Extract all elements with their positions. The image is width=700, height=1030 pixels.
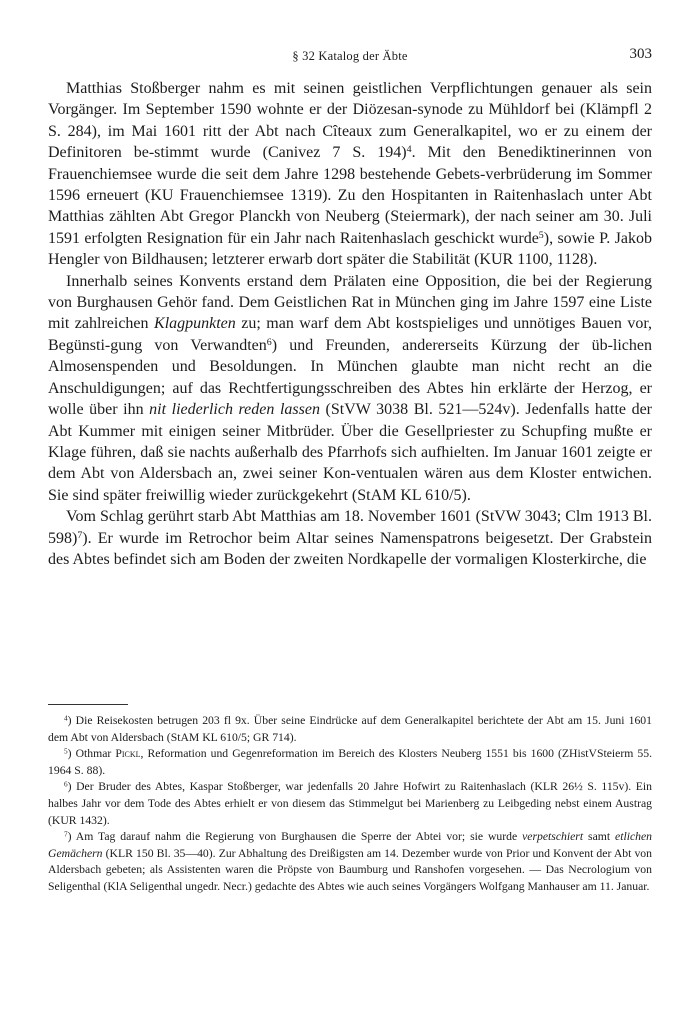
running-head: § 32 Katalog der Äbte (292, 49, 408, 63)
footnote-ref-6: 6 (266, 336, 272, 348)
footnote-7 (48, 829, 652, 895)
footnote-5 (48, 746, 652, 779)
footnote-6 (48, 779, 652, 829)
paragraph-3 (48, 506, 652, 570)
text-run: Matthias Stoßberger nahm es mit seinen geistlichen Verpflichtungen genauer als sein Vorgänger. Im September 1590 wohnte er der Diözesan-synode zu Mühldorf bei (Klämpfl 2 S. 284), im Mai 1601 ritt der Abt nach Cîteaux zum Generalkapitel, wo er zu einem der Definitoren be-stimmt wurde (Canivez 7 S. 194) (48, 80, 652, 162)
footnote-mark: 6 (64, 780, 68, 789)
footnote-text: ) Am Tag darauf nahm die Regierung von Burghausen die Sperre der Abtei vor; sie wurde (67, 830, 523, 844)
footnote-mark: 7 (64, 830, 68, 839)
text-run: Innerhalb seines Konvents erstand dem Prälaten eine Opposition, die bei der Regierung von Burghausen Gehör fand. Dem Geistlichen Rat in München ging im Jahre 1597 eine Liste mit zahlreichen (48, 272, 652, 333)
paragraph-2 (48, 271, 652, 506)
footnote-text: ) Der Bruder des Abtes, Kaspar Stoßberger, war jedenfalls 20 Jahre Hofwirt zu Raitenhaslach (KLR 26½ S. 115v). Ein halbes Jahr vor dem Tode des Abtes erhielt er von diesem das Stimmelgut bei Marienberg zu Leibgeding nebst einem Austrag (KUR 1432). (48, 780, 652, 827)
footnote-text: samt (583, 830, 616, 844)
footnotes (48, 713, 652, 896)
footnote-text: , Reformation und Gegenreformation im Bereich des Klosters Neuberg 1551 bis 1600 (ZHistVSteierm 55. 1964 S. 88). (48, 747, 653, 777)
footnote-divider (48, 704, 128, 705)
text-run: . Mit den Benediktinerinnen von Frauenchiemsee wurde die seit dem Jahre 1298 bestehende Gebets-verbrüderung im Sommer 1596 erneuert (KU Frauenchiemsee 1319). Zu den Hospitanten in Raitenhaslach unter Abt Matthias zählten Abt Gregor Planckh von Neuberg (Steiermark), der nach seiner am 30. Juli 1591 erfolgten Resignation für ein Jahr nach Raitenhaslach geschickt wurde (48, 144, 653, 247)
text-run: ) und Freunden, andererseits Kürzung der üb-lichen Almosenspenden und Besoldungen. In München glaubte man nicht recht an die Anschuldigungen; auf das Rechtfertigungsschreiben des Abtes hin erklärte der Herzog, er wolle über ihn (48, 336, 653, 419)
footnote-text: ) Die Reisekosten betrugen 203 fl 9x. Über seine Eindrücke auf dem Generalkapitel berichtete der Abt am 15. Juni 1601 dem Abt von Aldersbach (StAM KL 610/5; GR 714). (48, 714, 652, 744)
footnote-ref-7: 7 (77, 529, 83, 541)
footnote-4 (48, 713, 652, 746)
footnote-ref-5: 5 (538, 229, 544, 241)
text-run: ). Er wurde im Retrochor beim Altar seines Namenspatrons beigesetzt. Der Grabstein des Abtes befindet sich am Boden der zweiten Nordkapelle der vormaligen Klosterkirche, die (48, 529, 652, 568)
italic-quote: verpetschiert (522, 830, 584, 844)
footnote-text: (KLR 150 Bl. 35—40). Zur Abhaltung des Dreißigsten am 14. Dezember wurde von Prior und Konvent der Abt von Aldersbach gebeten; als Assistenten waren die Pröpste von Baumburg und Ranshofen vorgesehen. — Das Necrologium von Seligenthal (KlA Seligenthal ungedr. Necr.) gedachte des Abtes wie auch seines Vorgängers Wolfgang Manhauser am 11. Januar. (48, 846, 652, 893)
text-run: ), sowie P. Jakob Hengler von Bildhausen; letzterer erwarb dort später die Stabilität (KUR 1100, 1128). (48, 229, 652, 269)
italic-quote: etlichen Gemächern (48, 830, 653, 860)
italic-quote: nit liederlich reden lassen (149, 401, 320, 419)
italic-quote: Klagpunkten (154, 315, 236, 333)
page-number: 303 (629, 46, 652, 62)
page-header (48, 46, 652, 66)
footnote-mark: 5 (64, 747, 68, 756)
text-run: (StVW 3038 Bl. 521—524v). Jedenfalls hatte der Abt Kummer mit einigen seiner Mitbrüder. Über die Gesellpriester zu Schupfing mußte er Klage führen, daß sie nachts außerhalb des Pfarrhofs sich aufhielten. Im Januar 1601 zeigte er dem Abt von Aldersbach an, zwei seiner Kon-ventualen wären aus dem Kloster entwichen. Sie sind später freiwillig wieder zurückgekehrt (StAM KL 610/5). (48, 401, 653, 504)
footnote-text: ) Othmar (67, 747, 116, 761)
text-run: Vom Schlag gerührt starb Abt Matthias am 18. November 1601 (StVW 3043; Clm 1913 Bl. 598) (48, 508, 652, 547)
paragraph-1 (48, 78, 652, 271)
author-name: Pickl (115, 747, 141, 761)
footnote-mark: 4 (64, 714, 68, 723)
main-text (48, 78, 652, 570)
text-run: zu; man warf dem Abt kostspieliges und unnötiges Bauen vor, Begünsti-gung von Verwandten (48, 315, 653, 354)
footnote-ref-4: 4 (406, 144, 412, 156)
